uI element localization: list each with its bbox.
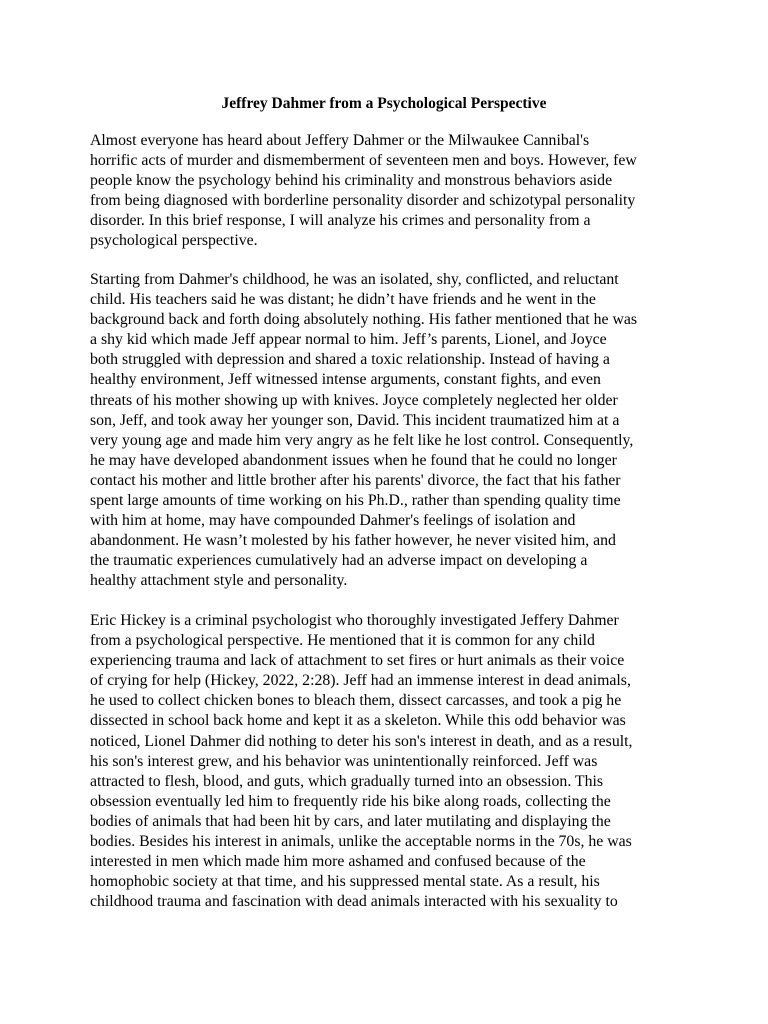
text-line: Starting from Dahmer's childhood, he was an isolated, shy, conflicted, and reluctant (90, 271, 619, 288)
text-line: his son's interest grew, and his behavior was unintentionally reinforced. Jeff was (90, 752, 598, 770)
text-line: of crying for help (Hickey, 2022, 2:28). Jeff had an immense interest in dead animals, (90, 672, 631, 690)
text-line: spent large amounts of time working on his Ph.D., rather than spending quality time (90, 492, 621, 510)
text-line: threats of his mother showing up with knives. Joyce completely neglected her older (90, 391, 618, 409)
text-line: abandonment. He wasn’t molested by his father however, he never visited him, and (90, 532, 616, 550)
text-line: healthy environment, Jeff witnessed intense arguments, constant fights, and even (90, 371, 601, 389)
text-line: horrific acts of murder and dismemberment of seventeen men and boys. However, few (90, 152, 637, 170)
text-line: noticed, Lionel Dahmer did nothing to deter his son's interest in death, and as a result, (90, 732, 633, 750)
text-line: psychological perspective. (90, 232, 258, 250)
text-line: from a psychological perspective. He mentioned that it is common for any child (90, 632, 595, 650)
text-line: he used to collect chicken bones to bleach them, dissect carcasses, and took a pig he (90, 692, 622, 710)
text-line: people know the psychology behind his criminality and monstrous behaviors aside (90, 172, 613, 190)
text-line: experiencing trauma and lack of attachment to set fires or hurt animals as their voice (90, 652, 625, 670)
text-line: interested in men which made him more ashamed and confused because of the (90, 853, 586, 871)
text-line: homophobic society at that time, and his suppressed mental state. As a result, his (90, 873, 600, 891)
text-line: childhood trauma and fascination with dead animals interacted with his sexuality to (90, 893, 618, 911)
text-line: bodies of animals that had been hit by cars, and later mutilating and displaying the (90, 812, 611, 830)
text-line: contact his mother and little brother after his parents' divorce, the fact that his father (90, 471, 621, 489)
text-line: Eric Hickey is a criminal psychologist who thoroughly investigated Jeffery Dahmer (90, 612, 619, 629)
text-line: background back and forth doing absolutely nothing. His father mentioned that he was (90, 311, 638, 329)
text-line: obsession eventually led him to frequently ride his bike along roads, collecting the (90, 792, 611, 810)
text-line: both struggled with depression and shared a toxic relationship. Instead of having a (90, 351, 610, 369)
text-line: very young age and made him very angry as he felt like he lost control. Consequently, (90, 431, 634, 449)
text-line: healthy attachment style and personality. (90, 572, 348, 590)
text-line: Almost everyone has heard about Jeffery Dahmer or the Milwaukee Cannibal's (90, 132, 590, 149)
text-line: with him at home, may have compounded Dahmer's feelings of isolation and (90, 512, 576, 530)
paragraph-childhood (90, 270, 690, 592)
text-line: disorder. In this brief response, I will analyze his crimes and personality from a (90, 212, 591, 230)
text-line: he may have developed abandonment issues when he found that he could no longer (90, 451, 617, 469)
text-line: bodies. Besides his interest in animals, unlike the acceptable norms in the 70s, he was (90, 833, 632, 851)
text-line: son, Jeff, and took away her younger son, David. This incident traumatized him at a (90, 411, 620, 429)
text-line: attracted to flesh, blood, and guts, which gradually turned into an obsession. This (90, 772, 604, 790)
paragraph-hickey (90, 611, 690, 912)
text-line: child. His teachers said he was distant; he didn’t have friends and he went in the (90, 291, 596, 309)
paragraph-intro (90, 131, 690, 252)
text-line: the traumatic experiences cumulatively had an adverse impact on developing a (90, 552, 588, 570)
text-line: from being diagnosed with borderline personality disorder and schizotypal personality (90, 192, 636, 210)
text-line: dissected in school back home and kept it as a skeleton. While this odd behavior was (90, 712, 626, 730)
text-line: a shy kid which made Jeff appear normal to him. Jeff’s parents, Lionel, and Joyce (90, 331, 607, 349)
document-title: Jeffrey Dahmer from a Psychological Perspective (221, 95, 547, 112)
